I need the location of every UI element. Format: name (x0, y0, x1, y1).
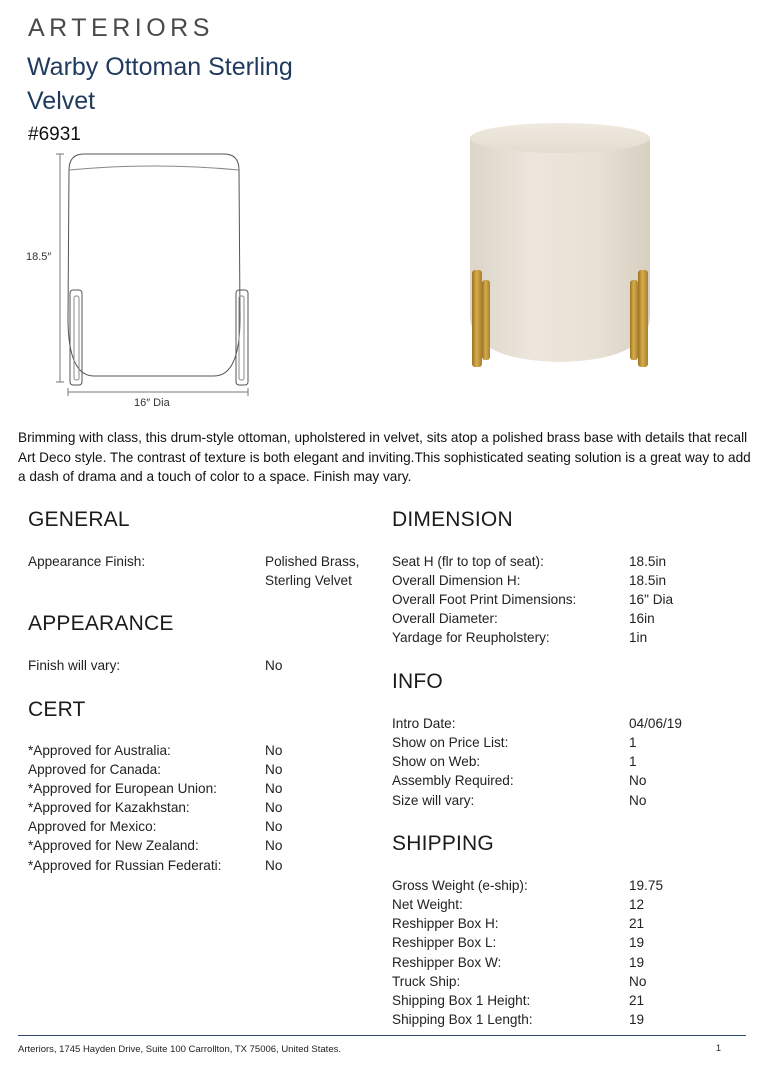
product-description: Brimming with class, this drum-style ottoman, upholstered in velvet, sits atop a polished brass base with details that recall Art Deco style. The contrast of texture is both elegant and inviting.This sophisticated seating solution is a great way to add a dash of drama and a touch of color to a space. Finish may vary. (18, 430, 751, 484)
spec-value: No (629, 773, 647, 788)
spec-row (28, 856, 368, 876)
spec-row (392, 552, 722, 572)
product-sku: #6931 (28, 124, 81, 145)
height-dimension-label: 18.5″ (26, 251, 52, 263)
dimension-drawing (24, 140, 264, 415)
velvet-top (470, 123, 650, 153)
spec-row (392, 628, 722, 648)
spec-label: Reshipper Box W: (392, 955, 502, 970)
spec-value: No (265, 743, 283, 758)
spec-value: 16in (629, 611, 655, 626)
spec-value: No (265, 762, 283, 777)
spec-row-appearance-finish (28, 552, 368, 592)
spec-value: 18.5in (629, 573, 667, 588)
spec-label: Approved for Canada: (28, 762, 162, 777)
spec-row (392, 991, 722, 1011)
spec-row (392, 914, 722, 934)
spec-label: Shipping Box 1 Length: (392, 1012, 533, 1027)
spec-value: 19 (629, 1012, 645, 1027)
spec-value: 1 (629, 754, 637, 769)
spec-label: *Approved for Russian Federati: (28, 858, 222, 873)
brand-logo: ARTERIORS (28, 14, 214, 42)
spec-label: *Approved for New Zealand: (28, 838, 199, 853)
spec-row (392, 590, 722, 610)
spec-row (28, 836, 368, 856)
spec-label: Finish will vary: (28, 658, 121, 673)
spec-row (28, 741, 368, 761)
spec-value: No (265, 658, 283, 673)
spec-value: 19 (629, 955, 645, 970)
spec-label: Shipping Box 1 Height: (392, 993, 531, 1008)
spec-row (392, 972, 722, 992)
width-dimension-label: 16″ Dia (134, 397, 170, 409)
spec-label: Size will vary: (392, 793, 475, 808)
spec-value: No (265, 838, 283, 853)
cert-heading: CERT (28, 698, 86, 721)
spec-row (392, 876, 722, 896)
spec-value: 18.5in (629, 554, 667, 569)
spec-row (392, 933, 722, 953)
dimension-heading: DIMENSION (392, 508, 513, 531)
spec-value: 1 (629, 735, 637, 750)
spec-label: Seat H (flr to top of seat): (392, 554, 544, 569)
spec-label: Overall Foot Print Dimensions: (392, 592, 577, 607)
spec-row (392, 953, 722, 973)
spec-row (28, 760, 368, 780)
footer-address: Arteriors, 1745 Hayden Drive, Suite 100 Carrollton, TX 75006, United States. (18, 1044, 341, 1055)
spec-row (392, 752, 722, 772)
spec-label: Net Weight: (392, 897, 463, 912)
spec-row (28, 656, 368, 676)
spec-label: Approved for Mexico: (28, 819, 157, 834)
left-brass-leg (472, 270, 490, 367)
spec-label: *Approved for European Union: (28, 781, 217, 796)
spec-value: No (265, 819, 283, 834)
spec-value: Sterling Velvet (265, 573, 352, 588)
spec-label: Intro Date: (392, 716, 456, 731)
spec-row (28, 798, 368, 818)
spec-label: Show on Web: (392, 754, 481, 769)
spec-value: 12 (629, 897, 645, 912)
spec-value: 21 (629, 993, 645, 1008)
shipping-heading: SHIPPING (392, 832, 494, 855)
spec-label: Assembly Required: (392, 773, 514, 788)
spec-value: No (265, 800, 283, 815)
spec-row (392, 571, 722, 591)
spec-value: 1in (629, 630, 648, 645)
spec-value: 04/06/19 (629, 716, 682, 731)
footer-divider (18, 1035, 746, 1036)
ottoman-outline (68, 154, 240, 376)
spec-row (392, 1010, 722, 1030)
spec-label: Yardage for Reupholstery: (392, 630, 550, 645)
spec-row (392, 714, 722, 734)
spec-row (392, 733, 722, 753)
general-heading: GENERAL (28, 508, 130, 531)
spec-label: Gross Weight (e-ship): (392, 878, 528, 893)
right-brass-leg (630, 270, 648, 367)
spec-value: 16" Dia (629, 592, 674, 607)
spec-label: Overall Dimension H: (392, 573, 521, 588)
right-leg-outline (236, 290, 248, 385)
spec-label: Reshipper Box H: (392, 916, 499, 931)
spec-row (392, 791, 722, 811)
spec-label: Appearance Finish: (28, 554, 146, 569)
spec-row (28, 779, 368, 799)
spec-label: Reshipper Box L: (392, 935, 497, 950)
spec-label: *Approved for Australia: (28, 743, 171, 758)
page-number: 1 (716, 1043, 722, 1053)
spec-value: 19 (629, 935, 645, 950)
velvet-drum (470, 138, 650, 362)
spec-value: No (629, 974, 647, 989)
spec-row (392, 609, 722, 629)
appearance-heading: APPEARANCE (28, 612, 174, 635)
spec-row (28, 817, 368, 837)
spec-value: 19.75 (629, 878, 664, 893)
spec-value: No (629, 793, 647, 808)
spec-row (392, 771, 722, 791)
spec-label: Show on Price List: (392, 735, 509, 750)
spec-value: No (265, 858, 283, 873)
product-photo (440, 110, 680, 385)
spec-value: 21 (629, 916, 645, 931)
spec-value: Polished Brass, (265, 554, 360, 569)
spec-label: *Approved for Kazakhstan: (28, 800, 190, 815)
spec-label: Overall Diameter: (392, 611, 498, 626)
spec-row (392, 895, 722, 915)
info-heading: INFO (392, 670, 443, 693)
spec-label: Truck Ship: (392, 974, 461, 989)
product-title: Warby Ottoman Sterling Velvet (27, 53, 293, 115)
spec-value: No (265, 781, 283, 796)
